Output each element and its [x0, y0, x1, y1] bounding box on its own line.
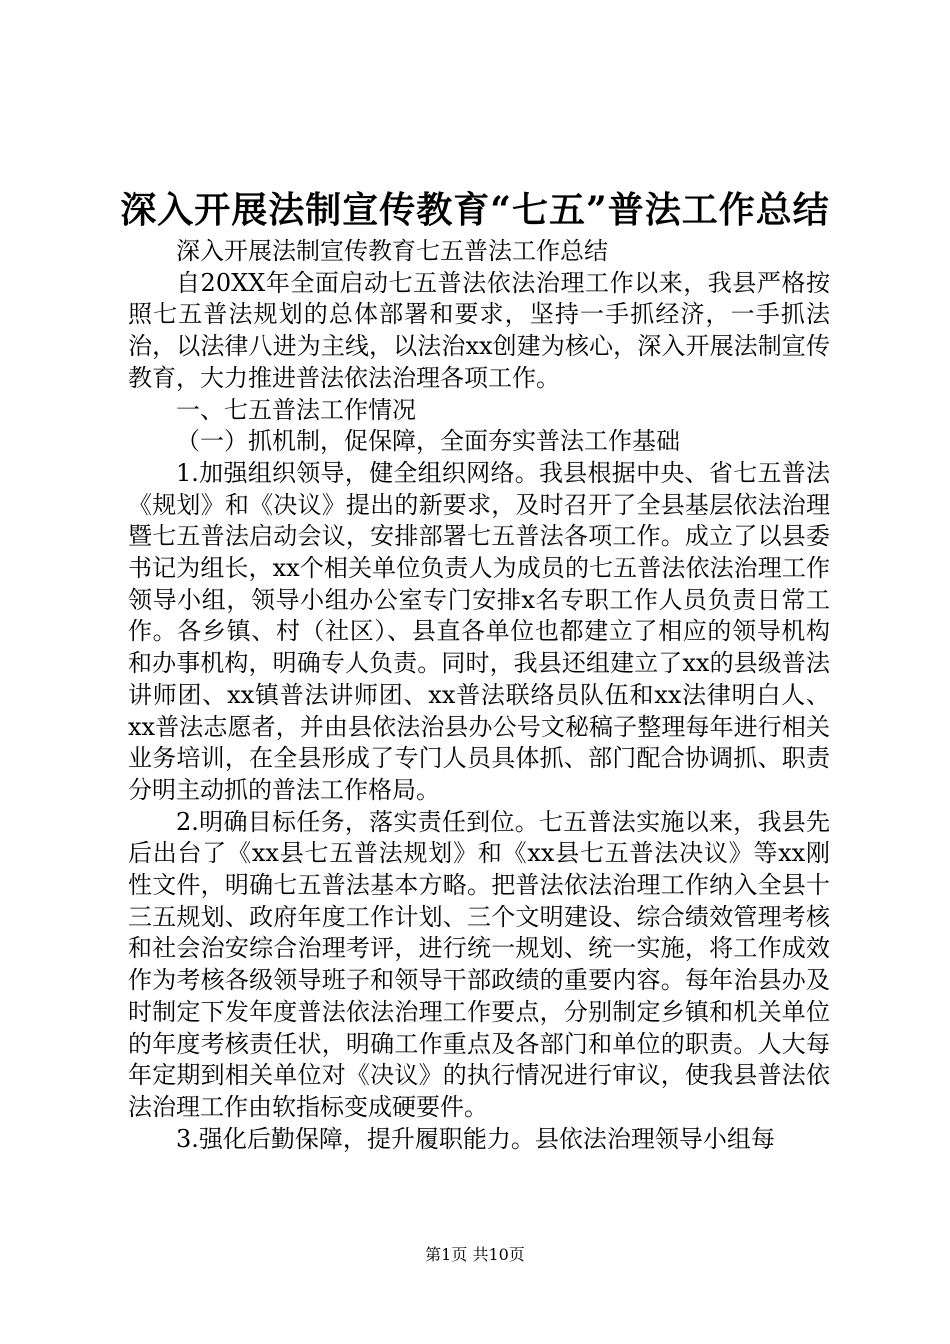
subsection-heading-1: （一）抓机制，促保障，全面夯实普法工作基础: [176, 427, 680, 456]
document-body: [128, 236, 830, 1155]
page-footer: 第1页 共10页: [425, 1245, 525, 1264]
paragraph-item-1: 1.加强组织领导，健全组织网络。我县根据中央、省七五普法《规划》和《决议》提出的新要求，及时召开了全县基层依法治理暨七五普法启动会议，安排部署七五普法各项工作。成立了以县委书记为组长，xx个相关单位负责人为成员的七五普法依法治理工作领导小组，领导小组办公室专门安排x名专职工作人员负责日常工作。各乡镇、村（社区）、县直各单位也都建立了相应的领导机构和办事机构，明确专人负责。同时，我县还组建立了xx的县级普法讲师团、xx镇普法讲师团、xx普法联络员队伍和xx法律明白人、xx普法志愿者，并由县依法治县办公号文秘稿子整理每年进行相关业务培训，在全县形成了专门人员具体抓、部门配合协调抓、职责分明主动抓的普法工作格局。: [128, 458, 830, 804]
paragraph-intro: 自20XX年全面启动七五普法依法治理工作以来，我县严格按照七五普法规划的总体部署和要求，坚持一手抓经济，一手抓法治，以法律八进为主线，以法治xx创建为核心，深入开展法制宣传教育，大力推进普法依法治理各项工作。: [128, 268, 830, 392]
paragraph-item-2: 2.明确目标任务，落实责任到位。七五普法实施以来，我县先后出台了《xx县七五普法规划》和《xx县七五普法决议》等xx刚性文件，明确七五普法基本方略。把普法依法治理工作纳入全县十三五规划、政府年度工作计划、三个文明建设、综合绩效管理考核和社会治安综合治理考评，进行统一规划、统一实施，将工作成效作为考核各级领导班子和领导干部政绩的重要内容。每年治县办及时制定下发年度普法依法治理工作要点，分别制定乡镇和机关单位的年度考核责任状，明确工作重点及各部门和单位的职责。人大每年定期到相关单位对《决议》的执行情况进行审议，使我县普法依法治理工作由软指标变成硬要件。: [128, 807, 830, 1121]
section-heading-1: 一、七五普法工作情况: [176, 395, 416, 424]
document-title: 深入开展法制宣传教育“七五”普法工作总结: [120, 189, 830, 231]
paragraph-subtitle: 深入开展法制宣传教育七五普法工作总结: [176, 237, 608, 265]
paragraph-item-3: 3.强化后勤保障，提升履职能力。县依法治理领导小组每: [176, 1124, 775, 1153]
